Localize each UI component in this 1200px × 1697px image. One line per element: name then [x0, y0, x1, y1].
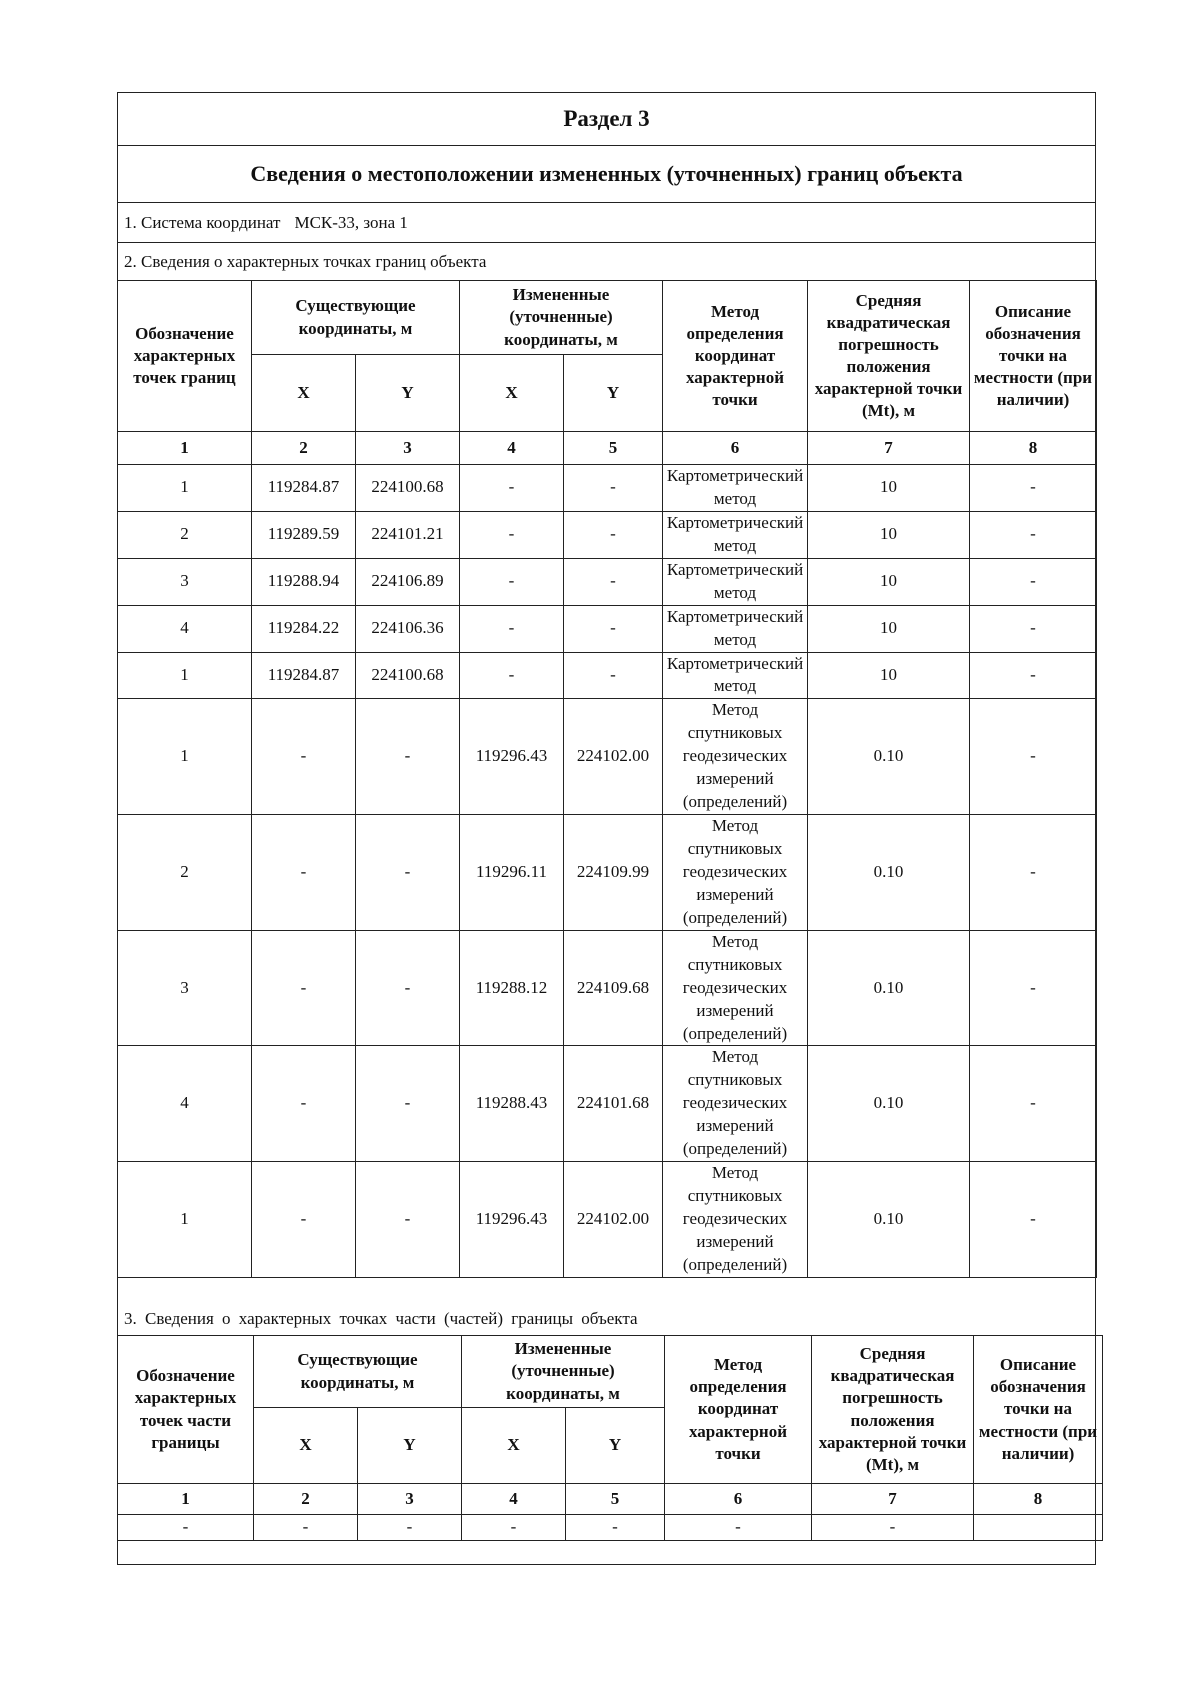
- cell-point-number: 2: [118, 511, 252, 558]
- header-description: Описание обозначения точки на местности (при наличии): [970, 281, 1097, 432]
- column-number: 6: [665, 1484, 812, 1515]
- cell-error: 10: [808, 558, 970, 605]
- cell-point-number: 1: [118, 652, 252, 699]
- cell-existing-y: 224106.36: [356, 605, 460, 652]
- cell-point-number: 3: [118, 558, 252, 605]
- cell-description: -: [970, 652, 1097, 699]
- column-number: 7: [812, 1484, 974, 1515]
- cell-method: Картометрический метод: [663, 558, 808, 605]
- cell-point-number: 4: [118, 1046, 252, 1162]
- cell-description: -: [970, 815, 1097, 931]
- points-section-title: 2. Сведения о характерных точках границ объекта: [124, 251, 487, 271]
- cell-method: Картометрический метод: [663, 465, 808, 512]
- cell-point-number: 1: [118, 465, 252, 512]
- cell-description: -: [970, 605, 1097, 652]
- header-x: X: [252, 355, 356, 432]
- cell-changed-x: 119296.43: [460, 699, 564, 815]
- header-method: Метод определения координат характерной точки: [665, 1336, 812, 1484]
- cell-changed-x: -: [460, 511, 564, 558]
- cell-method: Метод спутниковых геодезических измерений (определений): [663, 1162, 808, 1278]
- cell-point-number: 4: [118, 605, 252, 652]
- cell-description: -: [970, 465, 1097, 512]
- cell-changed-x: -: [460, 465, 564, 512]
- cell-method: -: [665, 1515, 812, 1541]
- cell-existing-x: -: [254, 1515, 358, 1541]
- cell-changed-y: -: [564, 652, 663, 699]
- cell-existing-x: -: [252, 815, 356, 931]
- cell-existing-x: -: [252, 699, 356, 815]
- cell-existing-y: -: [356, 930, 460, 1046]
- cell-existing-y: -: [356, 1162, 460, 1278]
- cell-changed-x: 119296.11: [460, 815, 564, 931]
- cell-changed-y: -: [564, 465, 663, 512]
- column-number: 8: [974, 1484, 1103, 1515]
- section-title: Раздел 3: [117, 92, 1096, 146]
- table-row: [118, 1162, 1097, 1278]
- cell-existing-y: -: [356, 815, 460, 931]
- header-existing-coords: Существующие координаты, м: [254, 1336, 462, 1408]
- cell-method: Метод спутниковых геодезических измерений (определений): [663, 1046, 808, 1162]
- cell-existing-x: 119289.59: [252, 511, 356, 558]
- coord-system-value: МСК-33, зона 1: [294, 212, 408, 232]
- header-y: Y: [564, 355, 663, 432]
- cell-method: Картометрический метод: [663, 652, 808, 699]
- cell-method: Картометрический метод: [663, 605, 808, 652]
- part-points-table: [117, 1335, 1103, 1541]
- cell-description: -: [970, 930, 1097, 1046]
- column-number: 4: [462, 1484, 566, 1515]
- table-row: [118, 1046, 1097, 1162]
- cell-existing-x: 119284.87: [252, 465, 356, 512]
- column-number: 6: [663, 432, 808, 465]
- column-number: 8: [970, 432, 1097, 465]
- header-method: Метод определения координат характерной точки: [663, 281, 808, 432]
- column-number: 3: [356, 432, 460, 465]
- cell-changed-x: 119288.43: [460, 1046, 564, 1162]
- cell-existing-y: 224100.68: [356, 652, 460, 699]
- table-row: [118, 605, 1097, 652]
- cell-existing-y: -: [358, 1515, 462, 1541]
- cell-existing-y: 224106.89: [356, 558, 460, 605]
- section-subtitle: Сведения о местоположении измененных (уточненных) границ объекта: [117, 146, 1096, 203]
- column-number: 1: [118, 1484, 254, 1515]
- header-y: Y: [358, 1408, 462, 1484]
- column-number: 2: [254, 1484, 358, 1515]
- cell-description: -: [970, 558, 1097, 605]
- cell-method: Метод спутниковых геодезических измерений (определений): [663, 930, 808, 1046]
- column-number: 2: [252, 432, 356, 465]
- header-existing-coords: Существующие координаты, м: [252, 281, 460, 355]
- column-number: 4: [460, 432, 564, 465]
- cell-description: -: [970, 699, 1097, 815]
- table-row: [118, 558, 1097, 605]
- cell-changed-x: -: [462, 1515, 566, 1541]
- cell-existing-y: 224101.21: [356, 511, 460, 558]
- cell-changed-y: -: [564, 605, 663, 652]
- header-designation: Обозначение характерных точек границ: [118, 281, 252, 432]
- cell-existing-y: 224100.68: [356, 465, 460, 512]
- header-error: Средняя квадратическая погрешность положения характерной точки (Mt), м: [812, 1336, 974, 1484]
- header-x: X: [462, 1408, 566, 1484]
- cell-error: 0.10: [808, 1046, 970, 1162]
- coord-system-label: 1. Система координат: [124, 212, 281, 232]
- cell-existing-x: 119284.22: [252, 605, 356, 652]
- coord-system-line: [117, 203, 1096, 243]
- cell-existing-x: 119288.94: [252, 558, 356, 605]
- cell-changed-y: 224102.00: [564, 699, 663, 815]
- cell-changed-x: -: [460, 605, 564, 652]
- header-changed-coords: Измененные (уточненные) координаты, м: [460, 281, 663, 355]
- cell-error: 10: [808, 511, 970, 558]
- table-row: [118, 815, 1097, 931]
- cell-point-number: 1: [118, 1162, 252, 1278]
- cell-existing-y: -: [356, 1046, 460, 1162]
- column-number: 1: [118, 432, 252, 465]
- cell-changed-y: -: [566, 1515, 665, 1541]
- cell-changed-y: 224101.68: [564, 1046, 663, 1162]
- header-error: Средняя квадратическая погрешность положения характерной точки (Mt), м: [808, 281, 970, 432]
- cell-changed-y: 224102.00: [564, 1162, 663, 1278]
- column-number: 7: [808, 432, 970, 465]
- cell-method: Картометрический метод: [663, 511, 808, 558]
- cell-point-number: 2: [118, 815, 252, 931]
- cell-changed-x: 119296.43: [460, 1162, 564, 1278]
- table-row: [118, 930, 1097, 1046]
- cell-method: Метод спутниковых геодезических измерений (определений): [663, 699, 808, 815]
- cell-error: 10: [808, 465, 970, 512]
- parts-section-title: 3. Сведения о характерных точках части (частей) границы объекта: [124, 1308, 638, 1328]
- cell-description: [974, 1515, 1103, 1541]
- header-description: Описание обозначения точки на местности (при наличии): [974, 1336, 1103, 1484]
- cell-error: 0.10: [808, 815, 970, 931]
- table-row: [118, 465, 1097, 512]
- header-y: Y: [356, 355, 460, 432]
- cell-error: 0.10: [808, 699, 970, 815]
- cell-error: 10: [808, 605, 970, 652]
- column-number: 5: [564, 432, 663, 465]
- cell-existing-x: 119284.87: [252, 652, 356, 699]
- cell-point-number: 3: [118, 930, 252, 1046]
- header-designation: Обозначение характерных точек части границы: [118, 1336, 254, 1484]
- cell-point-number: -: [118, 1515, 254, 1541]
- cell-existing-y: -: [356, 699, 460, 815]
- cell-changed-y: 224109.99: [564, 815, 663, 931]
- cell-error: 10: [808, 652, 970, 699]
- cell-error: 0.10: [808, 1162, 970, 1278]
- table-row: [118, 699, 1097, 815]
- header-y: Y: [566, 1408, 665, 1484]
- cell-existing-x: -: [252, 930, 356, 1046]
- table-row: [118, 511, 1097, 558]
- column-number: 3: [358, 1484, 462, 1515]
- cell-changed-x: -: [460, 558, 564, 605]
- header-x: X: [460, 355, 564, 432]
- column-number: 5: [566, 1484, 665, 1515]
- boundary-points-table: [117, 280, 1097, 1278]
- table-row: [118, 1515, 1103, 1541]
- table-row: [118, 652, 1097, 699]
- cell-changed-x: 119288.12: [460, 930, 564, 1046]
- cell-description: -: [970, 511, 1097, 558]
- cell-existing-x: -: [252, 1046, 356, 1162]
- cell-existing-x: -: [252, 1162, 356, 1278]
- header-changed-coords: Измененные (уточненные) координаты, м: [462, 1336, 665, 1408]
- cell-changed-y: 224109.68: [564, 930, 663, 1046]
- cell-error: -: [812, 1515, 974, 1541]
- cell-method: Метод спутниковых геодезических измерений (определений): [663, 815, 808, 931]
- cell-changed-y: -: [564, 558, 663, 605]
- header-x: X: [254, 1408, 358, 1484]
- cell-description: -: [970, 1046, 1097, 1162]
- cell-error: 0.10: [808, 930, 970, 1046]
- cell-changed-y: -: [564, 511, 663, 558]
- cell-description: -: [970, 1162, 1097, 1278]
- cell-changed-x: -: [460, 652, 564, 699]
- cell-point-number: 1: [118, 699, 252, 815]
